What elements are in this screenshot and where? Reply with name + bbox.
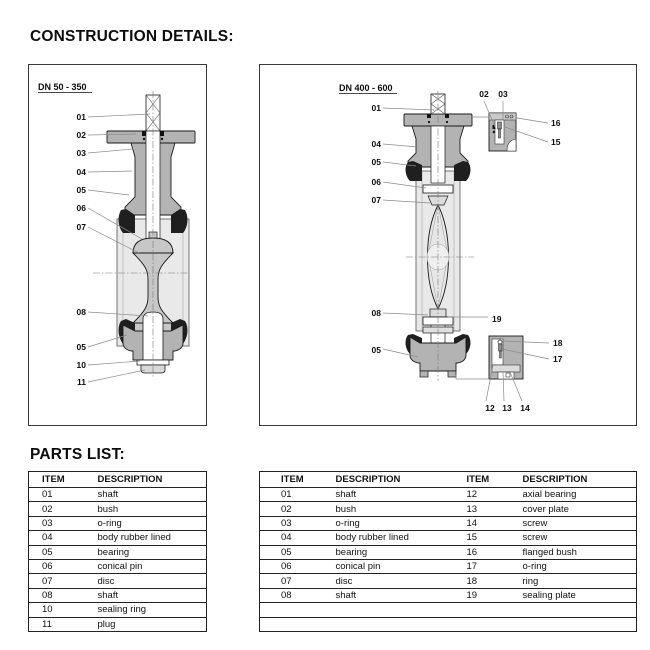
table-row — [260, 516, 637, 530]
parts-table-dn400-600 — [259, 471, 637, 632]
table-cell: shaft — [85, 588, 207, 602]
table-cell — [502, 603, 637, 617]
column-header-description: DESCRIPTION — [315, 472, 446, 488]
table-cell: 16 — [446, 545, 502, 559]
table-cell: shaft — [85, 488, 207, 502]
table-cell: 03 — [29, 516, 85, 530]
axial-bearing-mark — [492, 365, 520, 372]
table-cell: ring — [502, 574, 637, 588]
table-row — [260, 617, 637, 631]
callouts — [372, 89, 563, 413]
table-cell: body rubber lined — [315, 531, 446, 545]
callout-label: 12 — [485, 403, 495, 413]
callout-label: 06 — [76, 203, 86, 213]
valve-section-dn400-600 — [260, 65, 636, 425]
foot — [448, 371, 456, 377]
valve-section-dn50-350 — [29, 65, 206, 425]
table-cell: sealing plate — [502, 588, 637, 602]
diagram-dn50-350 — [28, 64, 207, 426]
detail-box-bottom — [489, 336, 523, 379]
table-cell: screw — [502, 531, 637, 545]
table-cell: 19 — [446, 588, 502, 602]
callout-label: 17 — [553, 354, 563, 364]
table-cell: o-ring — [315, 516, 446, 530]
callout-label: 15 — [551, 137, 561, 147]
table-cell: flanged bush — [502, 545, 637, 559]
callout-label: 04 — [76, 167, 86, 177]
column-header-item: ITEM — [260, 472, 315, 488]
callout-label: 02 — [76, 130, 86, 140]
callout-label: 01 — [76, 112, 86, 122]
table-cell: 05 — [260, 545, 315, 559]
table-cell: 10 — [29, 603, 85, 617]
screw-15 — [498, 122, 502, 129]
variant-label: DN 50 - 350 — [38, 82, 87, 92]
callout-label: 05 — [371, 157, 381, 167]
table-cell: disc — [315, 574, 446, 588]
column-header-description: DESCRIPTION — [85, 472, 207, 488]
callout-label: 18 — [553, 338, 563, 348]
table-cell: disc — [85, 574, 207, 588]
foot — [420, 371, 428, 377]
oring-mark — [493, 131, 495, 133]
table-cell: 14 — [446, 516, 502, 530]
table-row — [29, 559, 207, 573]
table-cell: 15 — [446, 531, 502, 545]
ring-mark — [498, 340, 502, 344]
table-cell: cover plate — [502, 502, 637, 516]
table-cell: bearing — [85, 545, 207, 559]
table-cell: 02 — [260, 502, 315, 516]
callout-label: 11 — [77, 377, 86, 387]
table-cell: 04 — [29, 531, 85, 545]
table-cell: 06 — [29, 559, 85, 573]
table-row — [29, 574, 207, 588]
table-cell: o-ring — [502, 559, 637, 573]
table-row — [260, 488, 637, 502]
table-row — [29, 488, 207, 502]
callout-label: 19 — [492, 314, 502, 324]
table-row — [29, 502, 207, 516]
table-cell: axial bearing — [502, 488, 637, 502]
callout-label: 14 — [520, 403, 530, 413]
table-cell: 08 — [29, 588, 85, 602]
table-cell: 01 — [260, 488, 315, 502]
callout-label: 06 — [371, 177, 381, 187]
table-row — [260, 603, 637, 617]
table-cell: bush — [315, 502, 446, 516]
table-row — [260, 574, 637, 588]
table-cell: bush — [85, 502, 207, 516]
table-cell: 07 — [29, 574, 85, 588]
table-cell: body rubber lined — [85, 531, 207, 545]
column-header-description: DESCRIPTION — [502, 472, 637, 488]
table-cell: 11 — [29, 617, 85, 631]
table-cell: shaft — [315, 588, 446, 602]
table-cell: 03 — [260, 516, 315, 530]
table-cell: 17 — [446, 559, 502, 573]
table-cell: 04 — [260, 531, 315, 545]
table-row — [29, 603, 207, 617]
table-row — [29, 588, 207, 602]
callout-label: 03 — [498, 89, 508, 99]
table-cell: conical pin — [85, 559, 207, 573]
callout-label: 08 — [76, 307, 86, 317]
table-cell — [446, 617, 502, 631]
table-cell: conical pin — [315, 559, 446, 573]
table-cell: 06 — [260, 559, 315, 573]
table-cell: 01 — [29, 488, 85, 502]
table-row — [260, 502, 637, 516]
table-row — [260, 545, 637, 559]
table-cell: plug — [85, 617, 207, 631]
table-cell: 08 — [260, 588, 315, 602]
table-header-row — [29, 472, 207, 488]
callout-label: 03 — [76, 148, 86, 158]
detail-box-top — [489, 113, 516, 151]
table-row — [29, 531, 207, 545]
callout-label: 02 — [479, 89, 489, 99]
table-header-row — [260, 472, 637, 488]
table-cell: screw — [502, 516, 637, 530]
callout-label: 16 — [551, 118, 561, 128]
table-row — [29, 617, 207, 631]
parts-list-title: PARTS LIST: — [30, 446, 125, 463]
table-cell — [315, 617, 446, 631]
callout-label: 04 — [371, 139, 381, 149]
callout-label: 07 — [371, 195, 381, 205]
table-cell — [260, 603, 315, 617]
table-cell: 12 — [446, 488, 502, 502]
callout-label: 07 — [76, 222, 86, 232]
column-header-item: ITEM — [446, 472, 502, 488]
table-cell: sealing ring — [85, 603, 207, 617]
callout-label: 01 — [371, 103, 381, 113]
table-cell: 13 — [446, 502, 502, 516]
callout-label: 13 — [502, 403, 512, 413]
table-cell — [502, 617, 637, 631]
table-cell: 05 — [29, 545, 85, 559]
table-cell — [260, 617, 315, 631]
parts-table-dn50-350 — [28, 471, 207, 632]
table-cell: 18 — [446, 574, 502, 588]
table-cell: 07 — [260, 574, 315, 588]
table-row — [260, 531, 637, 545]
table-cell — [446, 603, 502, 617]
table-cell: bearing — [315, 545, 446, 559]
callout-label: 05 — [76, 342, 86, 352]
table-row — [260, 559, 637, 573]
construction-details-title: CONSTRUCTION DETAILS: — [30, 28, 234, 45]
callouts — [77, 112, 87, 387]
screw-17-mark — [499, 344, 503, 351]
variant-label: DN 400 - 600 — [339, 83, 393, 93]
callout-label: 08 — [371, 308, 381, 318]
table-cell — [315, 603, 446, 617]
callout-label: 10 — [76, 360, 86, 370]
table-row — [29, 516, 207, 530]
table-row — [29, 545, 207, 559]
diagram-dn400-600 — [259, 64, 637, 426]
table-cell: shaft — [315, 488, 446, 502]
table-cell: 02 — [29, 502, 85, 516]
table-row — [260, 588, 637, 602]
table-cell: o-ring — [85, 516, 207, 530]
callout-label: 05 — [371, 345, 381, 355]
callout-label: 05 — [76, 185, 86, 195]
column-header-item: ITEM — [29, 472, 85, 488]
